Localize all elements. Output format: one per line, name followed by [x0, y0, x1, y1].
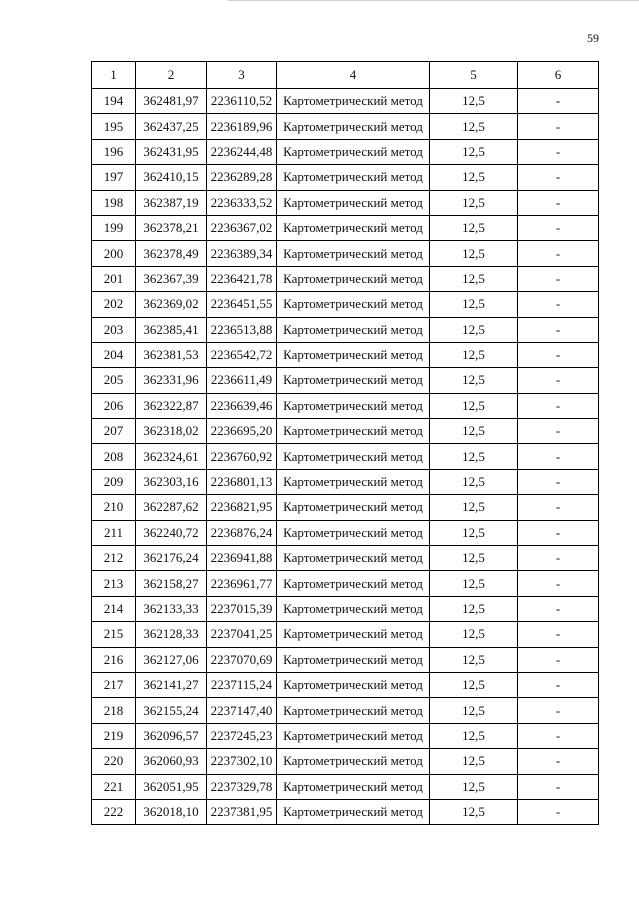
x-coordinate-cell: 362369,02: [136, 292, 207, 317]
point-number-cell: 211: [92, 520, 136, 545]
x-coordinate-cell: 362158,27: [136, 571, 207, 596]
point-number-cell: 207: [92, 419, 136, 444]
description-cell: -: [518, 393, 599, 418]
y-coordinate-cell: 2236333,52: [207, 190, 277, 215]
column-header: 3: [207, 62, 277, 89]
coordinates-table: [91, 61, 599, 825]
description-cell: -: [518, 571, 599, 596]
description-cell: -: [518, 749, 599, 774]
accuracy-cell: 12,5: [430, 444, 518, 469]
method-cell: Картометрический метод: [277, 799, 430, 824]
description-cell: -: [518, 799, 599, 824]
description-cell: -: [518, 342, 599, 367]
point-number-cell: 213: [92, 571, 136, 596]
method-cell: Картометрический метод: [277, 495, 430, 520]
x-coordinate-cell: 362387,19: [136, 190, 207, 215]
y-coordinate-cell: 2236639,46: [207, 393, 277, 418]
description-cell: -: [518, 520, 599, 545]
description-cell: -: [518, 495, 599, 520]
y-coordinate-cell: 2236244,48: [207, 139, 277, 164]
table-row: [92, 647, 599, 672]
x-coordinate-cell: 362378,21: [136, 215, 207, 240]
description-cell: -: [518, 723, 599, 748]
table-row: [92, 799, 599, 824]
description-cell: -: [518, 469, 599, 494]
description-cell: -: [518, 672, 599, 697]
accuracy-cell: 12,5: [430, 672, 518, 697]
table-row: [92, 469, 599, 494]
point-number-cell: 203: [92, 317, 136, 342]
x-coordinate-cell: 362176,24: [136, 546, 207, 571]
method-cell: Картометрический метод: [277, 139, 430, 164]
point-number-cell: 209: [92, 469, 136, 494]
y-coordinate-cell: 2237015,39: [207, 596, 277, 621]
point-number-cell: 210: [92, 495, 136, 520]
table-row: [92, 393, 599, 418]
method-cell: Картометрический метод: [277, 342, 430, 367]
accuracy-cell: 12,5: [430, 698, 518, 723]
method-cell: Картометрический метод: [277, 393, 430, 418]
page-number: 59: [587, 31, 599, 45]
description-cell: -: [518, 774, 599, 799]
accuracy-cell: 12,5: [430, 165, 518, 190]
method-cell: Картометрический метод: [277, 520, 430, 545]
x-coordinate-cell: 362133,33: [136, 596, 207, 621]
column-header: 2: [136, 62, 207, 89]
y-coordinate-cell: 2236389,34: [207, 241, 277, 266]
y-coordinate-cell: 2237245,23: [207, 723, 277, 748]
description-cell: -: [518, 419, 599, 444]
y-coordinate-cell: 2236451,55: [207, 292, 277, 317]
top-rule: [228, 0, 639, 1]
y-coordinate-cell: 2236801,13: [207, 469, 277, 494]
y-coordinate-cell: 2236421,78: [207, 266, 277, 291]
method-cell: Картометрический метод: [277, 89, 430, 114]
table-row: [92, 292, 599, 317]
description-cell: -: [518, 139, 599, 164]
y-coordinate-cell: 2237329,78: [207, 774, 277, 799]
accuracy-cell: 12,5: [430, 723, 518, 748]
y-coordinate-cell: 2237041,25: [207, 622, 277, 647]
x-coordinate-cell: 362096,57: [136, 723, 207, 748]
method-cell: Картометрический метод: [277, 571, 430, 596]
x-coordinate-cell: 362481,97: [136, 89, 207, 114]
accuracy-cell: 12,5: [430, 342, 518, 367]
y-coordinate-cell: 2236289,28: [207, 165, 277, 190]
y-coordinate-cell: 2236961,77: [207, 571, 277, 596]
point-number-cell: 200: [92, 241, 136, 266]
table-row: [92, 596, 599, 621]
y-coordinate-cell: 2236367,02: [207, 215, 277, 240]
description-cell: -: [518, 241, 599, 266]
table-row: [92, 571, 599, 596]
table-row: [92, 419, 599, 444]
point-number-cell: 201: [92, 266, 136, 291]
table-row: [92, 698, 599, 723]
point-number-cell: 222: [92, 799, 136, 824]
point-number-cell: 198: [92, 190, 136, 215]
y-coordinate-cell: 2237302,10: [207, 749, 277, 774]
description-cell: -: [518, 546, 599, 571]
accuracy-cell: 12,5: [430, 419, 518, 444]
accuracy-cell: 12,5: [430, 546, 518, 571]
description-cell: -: [518, 368, 599, 393]
description-cell: -: [518, 114, 599, 139]
point-number-cell: 218: [92, 698, 136, 723]
x-coordinate-cell: 362318,02: [136, 419, 207, 444]
method-cell: Картометрический метод: [277, 622, 430, 647]
method-cell: Картометрический метод: [277, 317, 430, 342]
method-cell: Картометрический метод: [277, 215, 430, 240]
method-cell: Картометрический метод: [277, 419, 430, 444]
point-number-cell: 205: [92, 368, 136, 393]
accuracy-cell: 12,5: [430, 215, 518, 240]
table-row: [92, 139, 599, 164]
point-number-cell: 208: [92, 444, 136, 469]
point-number-cell: 214: [92, 596, 136, 621]
point-number-cell: 215: [92, 622, 136, 647]
accuracy-cell: 12,5: [430, 241, 518, 266]
accuracy-cell: 12,5: [430, 368, 518, 393]
accuracy-cell: 12,5: [430, 622, 518, 647]
table-row: [92, 114, 599, 139]
accuracy-cell: 12,5: [430, 469, 518, 494]
accuracy-cell: 12,5: [430, 596, 518, 621]
y-coordinate-cell: 2236513,88: [207, 317, 277, 342]
x-coordinate-cell: 362287,62: [136, 495, 207, 520]
accuracy-cell: 12,5: [430, 520, 518, 545]
point-number-cell: 219: [92, 723, 136, 748]
description-cell: -: [518, 266, 599, 291]
accuracy-cell: 12,5: [430, 292, 518, 317]
point-number-cell: 196: [92, 139, 136, 164]
table-row: [92, 520, 599, 545]
x-coordinate-cell: 362060,93: [136, 749, 207, 774]
description-cell: -: [518, 215, 599, 240]
y-coordinate-cell: 2236821,95: [207, 495, 277, 520]
method-cell: Картометрический метод: [277, 749, 430, 774]
x-coordinate-cell: 362324,61: [136, 444, 207, 469]
table-row: [92, 165, 599, 190]
point-number-cell: 202: [92, 292, 136, 317]
point-number-cell: 216: [92, 647, 136, 672]
table-row: [92, 622, 599, 647]
table-row: [92, 368, 599, 393]
table-row: [92, 546, 599, 571]
y-coordinate-cell: 2236876,24: [207, 520, 277, 545]
x-coordinate-cell: 362128,33: [136, 622, 207, 647]
x-coordinate-cell: 362378,49: [136, 241, 207, 266]
accuracy-cell: 12,5: [430, 393, 518, 418]
method-cell: Картометрический метод: [277, 546, 430, 571]
method-cell: Картометрический метод: [277, 266, 430, 291]
accuracy-cell: 12,5: [430, 114, 518, 139]
description-cell: -: [518, 622, 599, 647]
table-row: [92, 266, 599, 291]
x-coordinate-cell: 362155,24: [136, 698, 207, 723]
accuracy-cell: 12,5: [430, 749, 518, 774]
x-coordinate-cell: 362322,87: [136, 393, 207, 418]
method-cell: Картометрический метод: [277, 165, 430, 190]
method-cell: Картометрический метод: [277, 698, 430, 723]
accuracy-cell: 12,5: [430, 317, 518, 342]
accuracy-cell: 12,5: [430, 89, 518, 114]
table-row: [92, 317, 599, 342]
description-cell: -: [518, 292, 599, 317]
x-coordinate-cell: 362410,15: [136, 165, 207, 190]
y-coordinate-cell: 2236611,49: [207, 368, 277, 393]
point-number-cell: 212: [92, 546, 136, 571]
y-coordinate-cell: 2237147,40: [207, 698, 277, 723]
method-cell: Картометрический метод: [277, 190, 430, 215]
table-header-row: [92, 62, 599, 89]
y-coordinate-cell: 2236110,52: [207, 89, 277, 114]
method-cell: Картометрический метод: [277, 292, 430, 317]
table-row: [92, 190, 599, 215]
method-cell: Картометрический метод: [277, 444, 430, 469]
point-number-cell: 221: [92, 774, 136, 799]
table-row: [92, 89, 599, 114]
point-number-cell: 217: [92, 672, 136, 697]
method-cell: Картометрический метод: [277, 596, 430, 621]
method-cell: Картометрический метод: [277, 114, 430, 139]
method-cell: Картометрический метод: [277, 723, 430, 748]
method-cell: Картометрический метод: [277, 469, 430, 494]
point-number-cell: 204: [92, 342, 136, 367]
description-cell: -: [518, 190, 599, 215]
x-coordinate-cell: 362018,10: [136, 799, 207, 824]
method-cell: Картометрический метод: [277, 241, 430, 266]
description-cell: -: [518, 89, 599, 114]
x-coordinate-cell: 362367,39: [136, 266, 207, 291]
accuracy-cell: 12,5: [430, 495, 518, 520]
table-row: [92, 672, 599, 697]
x-coordinate-cell: 362240,72: [136, 520, 207, 545]
x-coordinate-cell: 362431,95: [136, 139, 207, 164]
point-number-cell: 194: [92, 89, 136, 114]
point-number-cell: 199: [92, 215, 136, 240]
description-cell: -: [518, 444, 599, 469]
accuracy-cell: 12,5: [430, 799, 518, 824]
method-cell: Картометрический метод: [277, 774, 430, 799]
table-row: [92, 444, 599, 469]
method-cell: Картометрический метод: [277, 647, 430, 672]
x-coordinate-cell: 362141,27: [136, 672, 207, 697]
method-cell: Картометрический метод: [277, 368, 430, 393]
description-cell: -: [518, 698, 599, 723]
description-cell: -: [518, 317, 599, 342]
description-cell: -: [518, 596, 599, 621]
column-header: 1: [92, 62, 136, 89]
x-coordinate-cell: 362127,06: [136, 647, 207, 672]
y-coordinate-cell: 2236941,88: [207, 546, 277, 571]
description-cell: -: [518, 165, 599, 190]
point-number-cell: 220: [92, 749, 136, 774]
column-header: 5: [430, 62, 518, 89]
accuracy-cell: 12,5: [430, 190, 518, 215]
accuracy-cell: 12,5: [430, 571, 518, 596]
table-row: [92, 749, 599, 774]
accuracy-cell: 12,5: [430, 139, 518, 164]
table-row: [92, 774, 599, 799]
accuracy-cell: 12,5: [430, 774, 518, 799]
x-coordinate-cell: 362303,16: [136, 469, 207, 494]
y-coordinate-cell: 2237070,69: [207, 647, 277, 672]
column-header: 6: [518, 62, 599, 89]
method-cell: Картометрический метод: [277, 672, 430, 697]
table-row: [92, 241, 599, 266]
y-coordinate-cell: 2236542,72: [207, 342, 277, 367]
x-coordinate-cell: 362385,41: [136, 317, 207, 342]
y-coordinate-cell: 2236695,20: [207, 419, 277, 444]
accuracy-cell: 12,5: [430, 647, 518, 672]
table-row: [92, 342, 599, 367]
x-coordinate-cell: 362437,25: [136, 114, 207, 139]
y-coordinate-cell: 2236189,96: [207, 114, 277, 139]
x-coordinate-cell: 362331,96: [136, 368, 207, 393]
table-row: [92, 495, 599, 520]
accuracy-cell: 12,5: [430, 266, 518, 291]
description-cell: -: [518, 647, 599, 672]
column-header: 4: [277, 62, 430, 89]
x-coordinate-cell: 362381,53: [136, 342, 207, 367]
y-coordinate-cell: 2237381,95: [207, 799, 277, 824]
point-number-cell: 206: [92, 393, 136, 418]
y-coordinate-cell: 2237115,24: [207, 672, 277, 697]
y-coordinate-cell: 2236760,92: [207, 444, 277, 469]
x-coordinate-cell: 362051,95: [136, 774, 207, 799]
table-row: [92, 723, 599, 748]
point-number-cell: 197: [92, 165, 136, 190]
point-number-cell: 195: [92, 114, 136, 139]
table-row: [92, 215, 599, 240]
